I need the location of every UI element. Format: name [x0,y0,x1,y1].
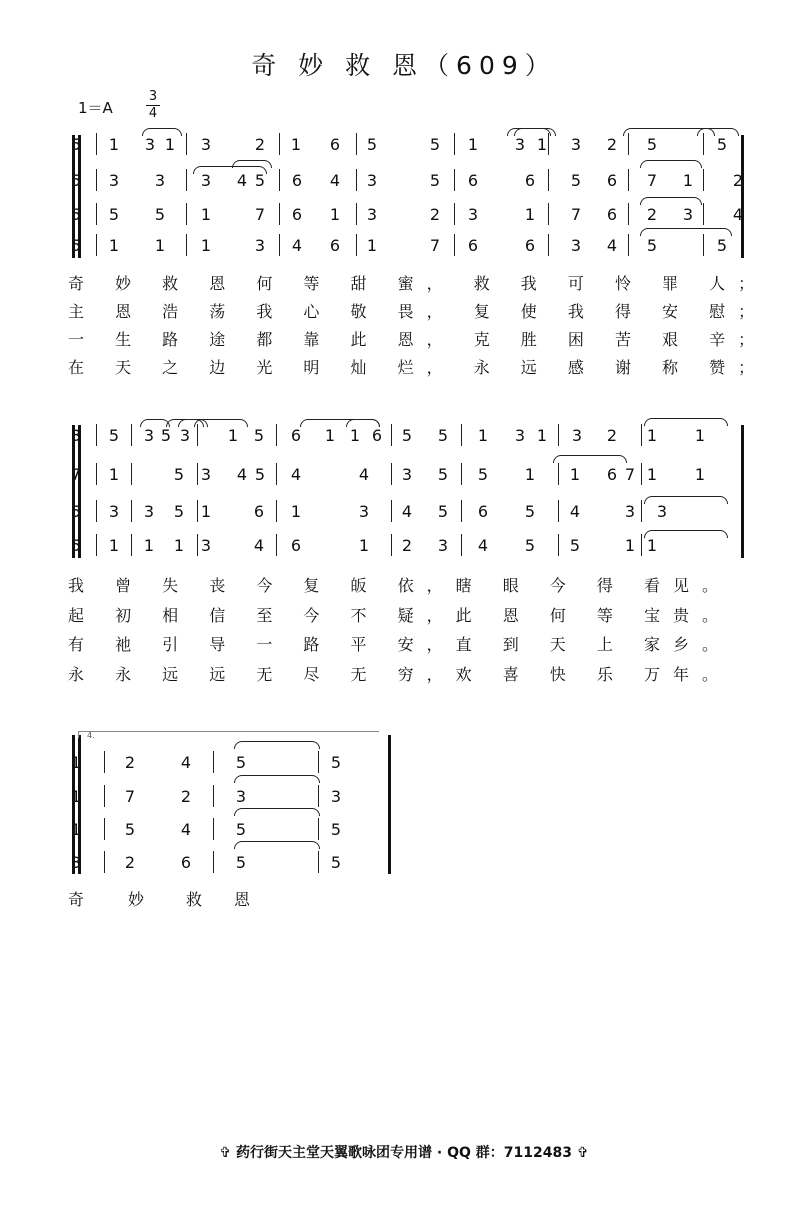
tie-arc [234,741,320,749]
barline [391,534,392,556]
note: 7 [646,171,658,190]
note: 5 [154,205,166,224]
barline [454,234,455,256]
barline [558,534,559,556]
note: 5 [70,536,82,555]
note: 1 [358,536,370,555]
barline [391,424,392,446]
note: 5 [569,536,581,555]
barline [104,818,105,840]
lyric-line: 我 曾 失 丧 今 复 皈 依，瞎 眼 今 得 看见。 [68,576,731,595]
note: 1 [290,135,302,154]
barline [131,463,132,485]
barline [641,463,642,485]
lyric-line: 奇 妙 救 恩 何 等 甜 蜜， 救 我 可 怜 罪 人； [68,274,768,293]
note: 5 [254,465,266,484]
barline [279,169,280,191]
barline [318,751,319,773]
barline [197,500,198,522]
tie-arc [178,419,208,427]
note: 1 [70,753,82,772]
tie-arc [234,841,320,849]
note: 2 [180,787,192,806]
note: 1 [200,502,212,521]
barline [96,169,97,191]
meter-bottom: 4 [146,105,160,122]
barline [628,234,629,256]
barline [213,751,214,773]
note: 6 [180,853,192,872]
barline [548,234,549,256]
note: 2 [254,135,266,154]
note: 5 [437,502,449,521]
note: 5 [70,171,82,190]
note: 3 [235,787,247,806]
note: 5 [124,820,136,839]
note: 3 [108,171,120,190]
lyric-word: 奇 [68,890,86,909]
barline [131,534,132,556]
note: 5 [330,853,342,872]
note: 2 [606,426,618,445]
barline [96,203,97,225]
barline [641,424,642,446]
barline [356,169,357,191]
barline [96,234,97,256]
tie-arc [232,160,272,168]
barline [276,463,277,485]
note: 3 [401,465,413,484]
note: 1 [536,426,548,445]
barline [548,133,549,155]
tie-arc [644,418,728,426]
note: 1 [624,536,636,555]
note: 5 [235,820,247,839]
barline [318,851,319,873]
note: 4 [180,820,192,839]
note: 6 [606,465,618,484]
note: 7 [429,236,441,255]
note: 3 [358,502,370,521]
barline [197,534,198,556]
note: 6 [291,171,303,190]
note: 5 [524,536,536,555]
note: 4 [606,236,618,255]
note: 6 [524,236,536,255]
note: 4 [358,465,370,484]
note: 4 [236,465,248,484]
note: 1 [200,205,212,224]
note: 3 [143,426,155,445]
lyric-line: 永 永 远 远 无 尽 无 穷，欢 喜 快 乐 万年。 [68,665,731,684]
note: 6 [467,236,479,255]
lyric-word: 恩 [234,890,252,909]
barline [703,169,704,191]
note: 3 [200,171,212,190]
note: 5 [70,135,82,154]
barline [213,851,214,873]
note: 3 [656,502,668,521]
note: 7 [70,465,82,484]
note: 5 [253,426,265,445]
note: 3 [366,205,378,224]
note: 3 [437,536,449,555]
barline [461,500,462,522]
barline [197,424,198,446]
note: 6 [524,171,536,190]
barline [558,424,559,446]
note: 1 [366,236,378,255]
volta-bracket [78,731,379,738]
note: 2 [401,536,413,555]
note: 3 [179,426,191,445]
barline [356,133,357,155]
barline [391,463,392,485]
note: 5 [70,502,82,521]
note: 1 [154,236,166,255]
note: 1 [70,787,82,806]
barline [558,500,559,522]
barline [96,463,97,485]
note: 1 [108,135,120,154]
lyric-line: 一 生 路 途 都 靠 此 恩， 克 胜 困 苦 艰 辛； [68,330,768,349]
barline [213,785,214,807]
key-signature: 1＝A [78,99,113,117]
note: 6 [371,426,383,445]
note: 6 [291,205,303,224]
note: 5 [108,426,120,445]
note: 1 [536,135,548,154]
barline [548,203,549,225]
barline [356,234,357,256]
note: 1 [524,465,536,484]
note: 1 [467,135,479,154]
barline [391,500,392,522]
note: 2 [732,171,744,190]
barline [96,534,97,556]
barline [461,463,462,485]
note: 1 [143,536,155,555]
note: 5 [646,236,658,255]
note: 1 [646,465,658,484]
note: 1 [682,171,694,190]
barline [279,234,280,256]
note: 5 [716,236,728,255]
tie-arc [697,128,739,136]
meter-top: 3 [148,89,158,104]
tie-arc [140,419,170,427]
note: 6 [253,502,265,521]
note: 1 [646,536,658,555]
note: 4 [477,536,489,555]
time-signature [146,89,160,122]
note: 5 [524,502,536,521]
barline [461,424,462,446]
note: 5 [429,135,441,154]
note: 1 [108,465,120,484]
note: 3 [330,787,342,806]
barline [279,203,280,225]
note: 5 [70,236,82,255]
tie-arc [644,530,728,538]
lyric-line: 在 天 之 边 光 明 灿 烂， 永 远 感 谢 称 赞； [68,358,768,377]
tie-arc [346,419,380,427]
tie-arc [553,455,627,463]
note: 1 [329,205,341,224]
note: 5 [570,171,582,190]
note: 1 [200,236,212,255]
barline [131,500,132,522]
tie-arc [514,128,556,136]
note: 3 [154,171,166,190]
note: 3 [514,135,526,154]
note: 5 [173,465,185,484]
end-barline [741,425,744,558]
barline [628,133,629,155]
barline [131,424,132,446]
note: 6 [290,426,302,445]
note: 5 [160,426,172,445]
tie-arc [234,808,320,816]
note: 2 [124,853,136,872]
note: 1 [694,465,706,484]
note: 3 [571,426,583,445]
note: 1 [646,426,658,445]
note: 3 [200,465,212,484]
note: 3 [514,426,526,445]
note: 6 [606,205,618,224]
tie-arc [142,128,182,136]
note: 1 [290,502,302,521]
note: 4 [253,536,265,555]
barline [186,133,187,155]
note: 5 [429,171,441,190]
footer: ✞ 药行街天主堂天翼歌咏团专用谱 · QQ 群：7112483 ✞ [219,1145,589,1161]
note: 1 [70,820,82,839]
lyric-line: 主 恩 浩 荡 我 心 敬 畏， 复 使 我 得 安 慰； [68,302,768,321]
barline [197,463,198,485]
note: 5 [716,135,728,154]
barline [276,500,277,522]
note: 7 [624,465,636,484]
barline [104,851,105,873]
barline [186,203,187,225]
note: 2 [646,205,658,224]
barline [628,169,629,191]
barline [96,133,97,155]
note: 1 [524,205,536,224]
note: 7 [124,787,136,806]
note: 4 [291,236,303,255]
note: 5 [477,465,489,484]
note: 3 [70,426,82,445]
note: 3 [682,205,694,224]
note: 1 [227,426,239,445]
barline [318,785,319,807]
barline [703,133,704,155]
barline [96,500,97,522]
note: 7 [570,205,582,224]
tie-arc [640,228,732,236]
note: 5 [173,502,185,521]
note: 4 [329,171,341,190]
tie-arc [640,160,702,168]
barline [461,534,462,556]
barline [641,534,642,556]
note: 1 [173,536,185,555]
note: 5 [70,205,82,224]
barline [104,785,105,807]
barline [186,234,187,256]
barline [454,133,455,155]
end-barline [388,735,391,874]
note: 4 [732,205,744,224]
note: 5 [646,135,658,154]
barline [356,203,357,225]
note: 5 [235,853,247,872]
tie-arc [644,496,728,504]
note: 5 [254,171,266,190]
barline [454,203,455,225]
note: 5 [330,753,342,772]
note: 6 [606,171,618,190]
note: 3 [467,205,479,224]
lyric-word: 救 [186,890,204,909]
note: 3 [254,236,266,255]
barline [276,534,277,556]
barline [186,169,187,191]
barline [279,133,280,155]
lyric-word: 妙 [128,890,146,909]
barline [104,751,105,773]
note: 3 [366,171,378,190]
note: 3 [143,502,155,521]
note: 3 [108,502,120,521]
barline [548,169,549,191]
note: 3 [624,502,636,521]
note: 4 [180,753,192,772]
note: 3 [200,135,212,154]
note: 5 [437,465,449,484]
note: 1 [324,426,336,445]
note: 4 [569,502,581,521]
end-barline [741,135,744,258]
note: 5 [401,426,413,445]
barline [318,818,319,840]
note: 1 [477,426,489,445]
note: 4 [236,171,248,190]
note: 5 [366,135,378,154]
note: 3 [144,135,156,154]
note: 3 [200,536,212,555]
note: 4 [290,465,302,484]
barline [276,424,277,446]
page-title: 奇 妙 救 恩（609） [251,51,557,80]
note: 2 [429,205,441,224]
note: 1 [108,536,120,555]
tie-arc [234,775,320,783]
note: 6 [329,135,341,154]
note: 3 [570,236,582,255]
note: 6 [477,502,489,521]
barline [641,500,642,522]
note: 6 [467,171,479,190]
note: 2 [606,135,618,154]
note: 5 [437,426,449,445]
lyric-line: 起 初 相 信 至 今 不 疑，此 恩 何 等 宝贵。 [68,606,731,625]
barline [454,169,455,191]
note: 5 [235,753,247,772]
volta-label: 4. [87,731,95,740]
barline [703,234,704,256]
barline [703,203,704,225]
note: 3 [70,853,82,872]
note: 6 [290,536,302,555]
note: 1 [694,426,706,445]
note: 5 [330,820,342,839]
note: 2 [124,753,136,772]
tie-arc [640,197,702,205]
note: 6 [329,236,341,255]
note: 1 [349,426,361,445]
barline [213,818,214,840]
note: 4 [401,502,413,521]
barline [628,203,629,225]
note: 5 [108,205,120,224]
note: 7 [254,205,266,224]
barline [96,424,97,446]
barline [558,463,559,485]
note: 1 [108,236,120,255]
note: 1 [569,465,581,484]
note: 3 [570,135,582,154]
lyric-line: 有 祂 引 导 一 路 平 安，直 到 天 上 家乡。 [68,635,731,654]
note: 1 [164,135,176,154]
